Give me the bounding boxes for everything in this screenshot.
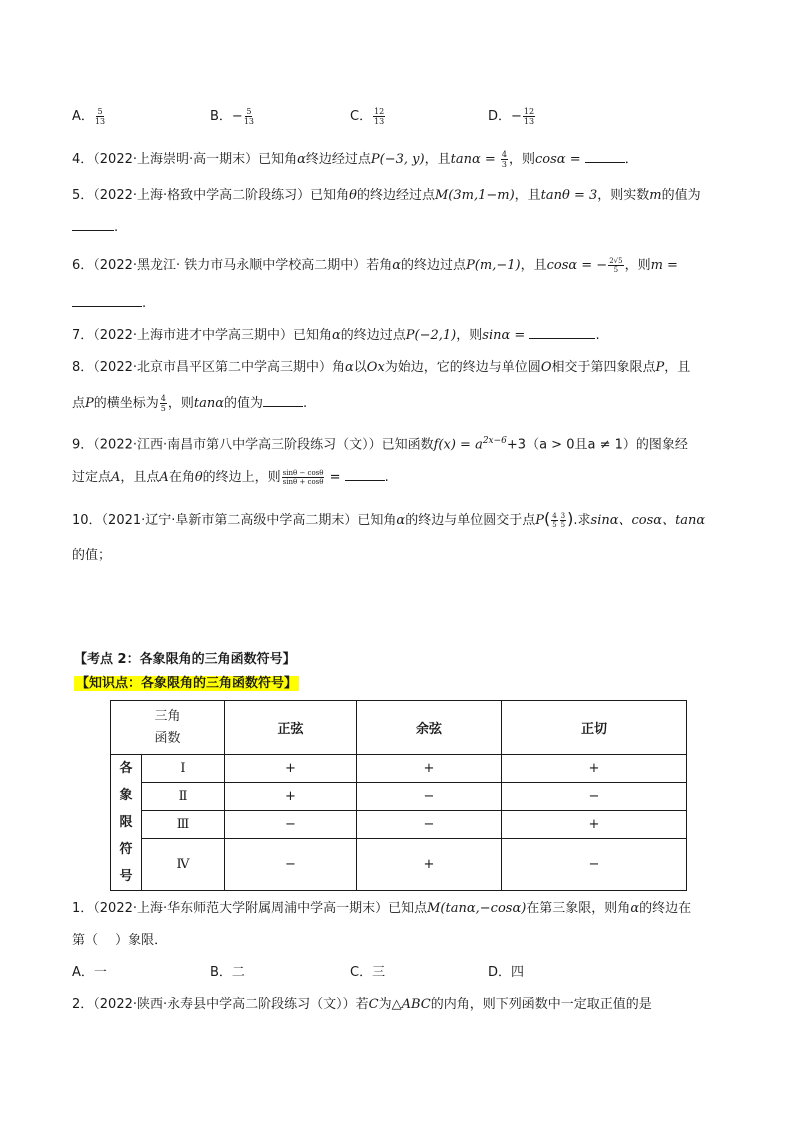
problem-1: 1．（2022·上海·华东师范大学附属周浦中学高一期末）已知点M(tanα,−cosα)在第三象限，则角α的终边在 — [72, 901, 692, 916]
sign-cell: − — [225, 839, 357, 891]
sign-cell: + — [502, 811, 687, 839]
answer-blank — [263, 392, 303, 407]
quadrant-label: Ⅳ — [142, 839, 225, 891]
question-6: 6．（2022·黑龙江· 铁力市马永顺中学校高二期中）若角α的终边过点P(m,−1)，且cosα = − $\frac{2√5}{5}$ ，则m = — [72, 257, 678, 274]
sign-cell: + — [502, 755, 687, 783]
p1-option-a: A．一 — [72, 965, 107, 980]
p1-option-b: B．二 — [210, 965, 245, 980]
option-d: D．− $\frac{12}{13}$ — [488, 107, 535, 126]
sign-table — [110, 700, 687, 891]
question-9-line-2: 过定点A，且点A在角θ的终边上，则 $\frac{\sin\theta - \cos\theta}{\sin\theta + \cos\theta}$ = . — [72, 466, 389, 488]
sign-cell: + — [225, 755, 357, 783]
sign-cell: + — [225, 783, 357, 811]
question-10-line-2: 的值； — [72, 548, 112, 563]
option-c: C． $\frac{12}{13}$ — [350, 107, 385, 126]
quadrant-label: Ⅱ — [142, 783, 225, 811]
answer-blank — [72, 216, 114, 231]
quadrant-label: Ⅲ — [142, 811, 225, 839]
sign-cell: − — [502, 783, 687, 811]
question-8-line-2: 点P的横坐标为 $\frac{4}{5}$ ，则tanα的值为 . — [72, 394, 308, 413]
problem-1-line-2: 第（ ）象限． — [72, 933, 168, 948]
question-4: 4．（2022·上海崇明·高一期末）已知角α终边经过点P(−3, y)，且tanα = $\frac{4}{3}$ ，则cosα = ． — [72, 150, 638, 169]
answer-blank — [72, 292, 142, 307]
p1-option-d: D．四 — [488, 965, 525, 980]
sign-cell: + — [357, 839, 502, 891]
option-a: A． $\frac{5}{13}$ — [72, 107, 106, 126]
sign-cell: − — [502, 839, 687, 891]
sign-cell: − — [357, 783, 502, 811]
sign-cell: + — [357, 755, 502, 783]
side-label: 各 象 限 符 号 — [111, 755, 142, 891]
question-5-line-2: . — [72, 216, 118, 238]
answer-blank — [529, 324, 595, 339]
sign-cell: − — [225, 811, 357, 839]
question-5: 5．（2022·上海·格致中学高二阶段练习）已知角θ的终边经过点M(3m,1−m)，且tanθ = 3，则实数m的值为 — [72, 188, 701, 203]
option-b: B．− $\frac{5}{13}$ — [210, 107, 255, 126]
question-6-line-2: . — [72, 292, 146, 314]
sign-cell: − — [357, 811, 502, 839]
section-2-title: 【考点 2：各象限角的三角函数符号】 — [74, 652, 296, 667]
header-tan: 正切 — [502, 701, 687, 755]
question-8: 8．（2022·北京市昌平区第二中学高三期中）角α以Ox为始边，它的终边与单位圆O相交于第四象限点P，且 — [72, 360, 691, 375]
answer-blank — [585, 148, 625, 163]
question-10: 10．（2021·辽宁·阜新市第二高级中学高二期末）已知角α的终边与单位圆交于点P( $\frac{4}{5}$ $\frac{3}{5}$ ).求sinα、cosα、tanα — [72, 509, 706, 529]
quadrant-label: Ⅰ — [142, 755, 225, 783]
answer-blank — [345, 466, 385, 481]
question-7: 7．（2022·上海市进才中学高三期中）已知角α的终边过点P(−2,1)，则sinα = . — [72, 324, 600, 346]
problem-2: 2．（2022·陕西·永寿县中学高二阶段练习（文））若C为△ABC的内角，则下列函数中一定取正值的是 — [72, 997, 652, 1012]
knowledge-heading: 【知识点：各象限角的三角函数符号】 — [76, 676, 298, 691]
header-cos: 余弦 — [357, 701, 502, 755]
table-corner: 三角 函数 — [111, 701, 225, 755]
question-9: 9．（2022·江西·南昌市第八中学高三阶段练习（文））已知函数$f(x) = a^{2x-6}+3(a > 0$且a ≠ 1）的图象经 — [72, 436, 688, 453]
header-sin: 正弦 — [225, 701, 357, 755]
p1-option-c: C．三 — [350, 965, 386, 980]
